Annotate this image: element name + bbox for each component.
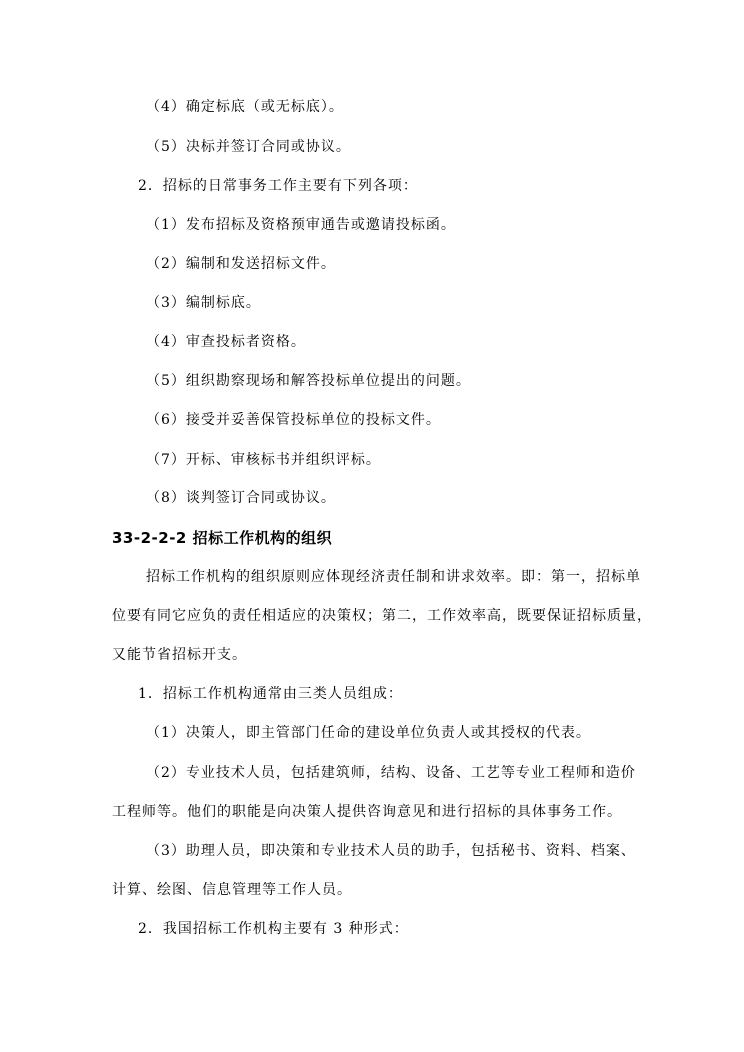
section-item: 2．招标的日常事务工作主要有下列各项： [138, 178, 418, 194]
paragraph-line: 招标工作机构的组织原则应体现经济责任制和讲求效率。即：第一，招标单 [146, 569, 641, 585]
paragraph-line: 位要有同它应负的责任相适应的决策权；第二，工作效率高，既要保证招标质量， [112, 608, 652, 624]
paragraph-line: 又能节省招标开支。 [112, 647, 247, 663]
section-heading: 33-2-2-2 招标工作机构的组织 [112, 529, 333, 547]
section-item: 2．我国招标工作机构主要有 3 种形式： [138, 921, 409, 937]
section-item: 1．招标工作机构通常由三类人员组成： [138, 686, 403, 702]
list-item: （2）专业技术人员，包括建筑师，结构、设备、工艺等专业工程师和造价 [146, 765, 636, 781]
list-item: （5）组织勘察现场和解答投标单位提出的问题。 [146, 373, 471, 389]
list-item: （7）开标、审核标书并组织评标。 [146, 452, 381, 468]
list-item: （8）谈判签订合同或协议。 [146, 490, 336, 506]
list-item: （1）决策人，即主管部门任命的建设单位负责人或其授权的代表。 [146, 725, 591, 741]
list-item: （4）审查投标者资格。 [146, 334, 306, 350]
paragraph-line: 工程师等。他们的职能是向决策人提供咨询意见和进行招标的具体事务工作。 [112, 804, 622, 820]
list-item: （5）决标并签订合同或协议。 [146, 139, 351, 155]
list-item: （6）接受并妥善保管投标单位的投标文件。 [146, 412, 441, 428]
list-item: （3）助理人员，即决策和专业技术人员的助手，包括秘书、资料、档案、 [146, 843, 636, 859]
list-item: （2）编制和发送招标文件。 [146, 256, 336, 272]
paragraph-line: 计算、绘图、信息管理等工作人员。 [112, 882, 352, 898]
list-item: （4）确定标底（或无标底）。 [146, 99, 344, 115]
list-item: （3）编制标底。 [146, 295, 261, 311]
list-item: （1）发布招标及资格预审通告或邀请投标函。 [146, 217, 456, 233]
